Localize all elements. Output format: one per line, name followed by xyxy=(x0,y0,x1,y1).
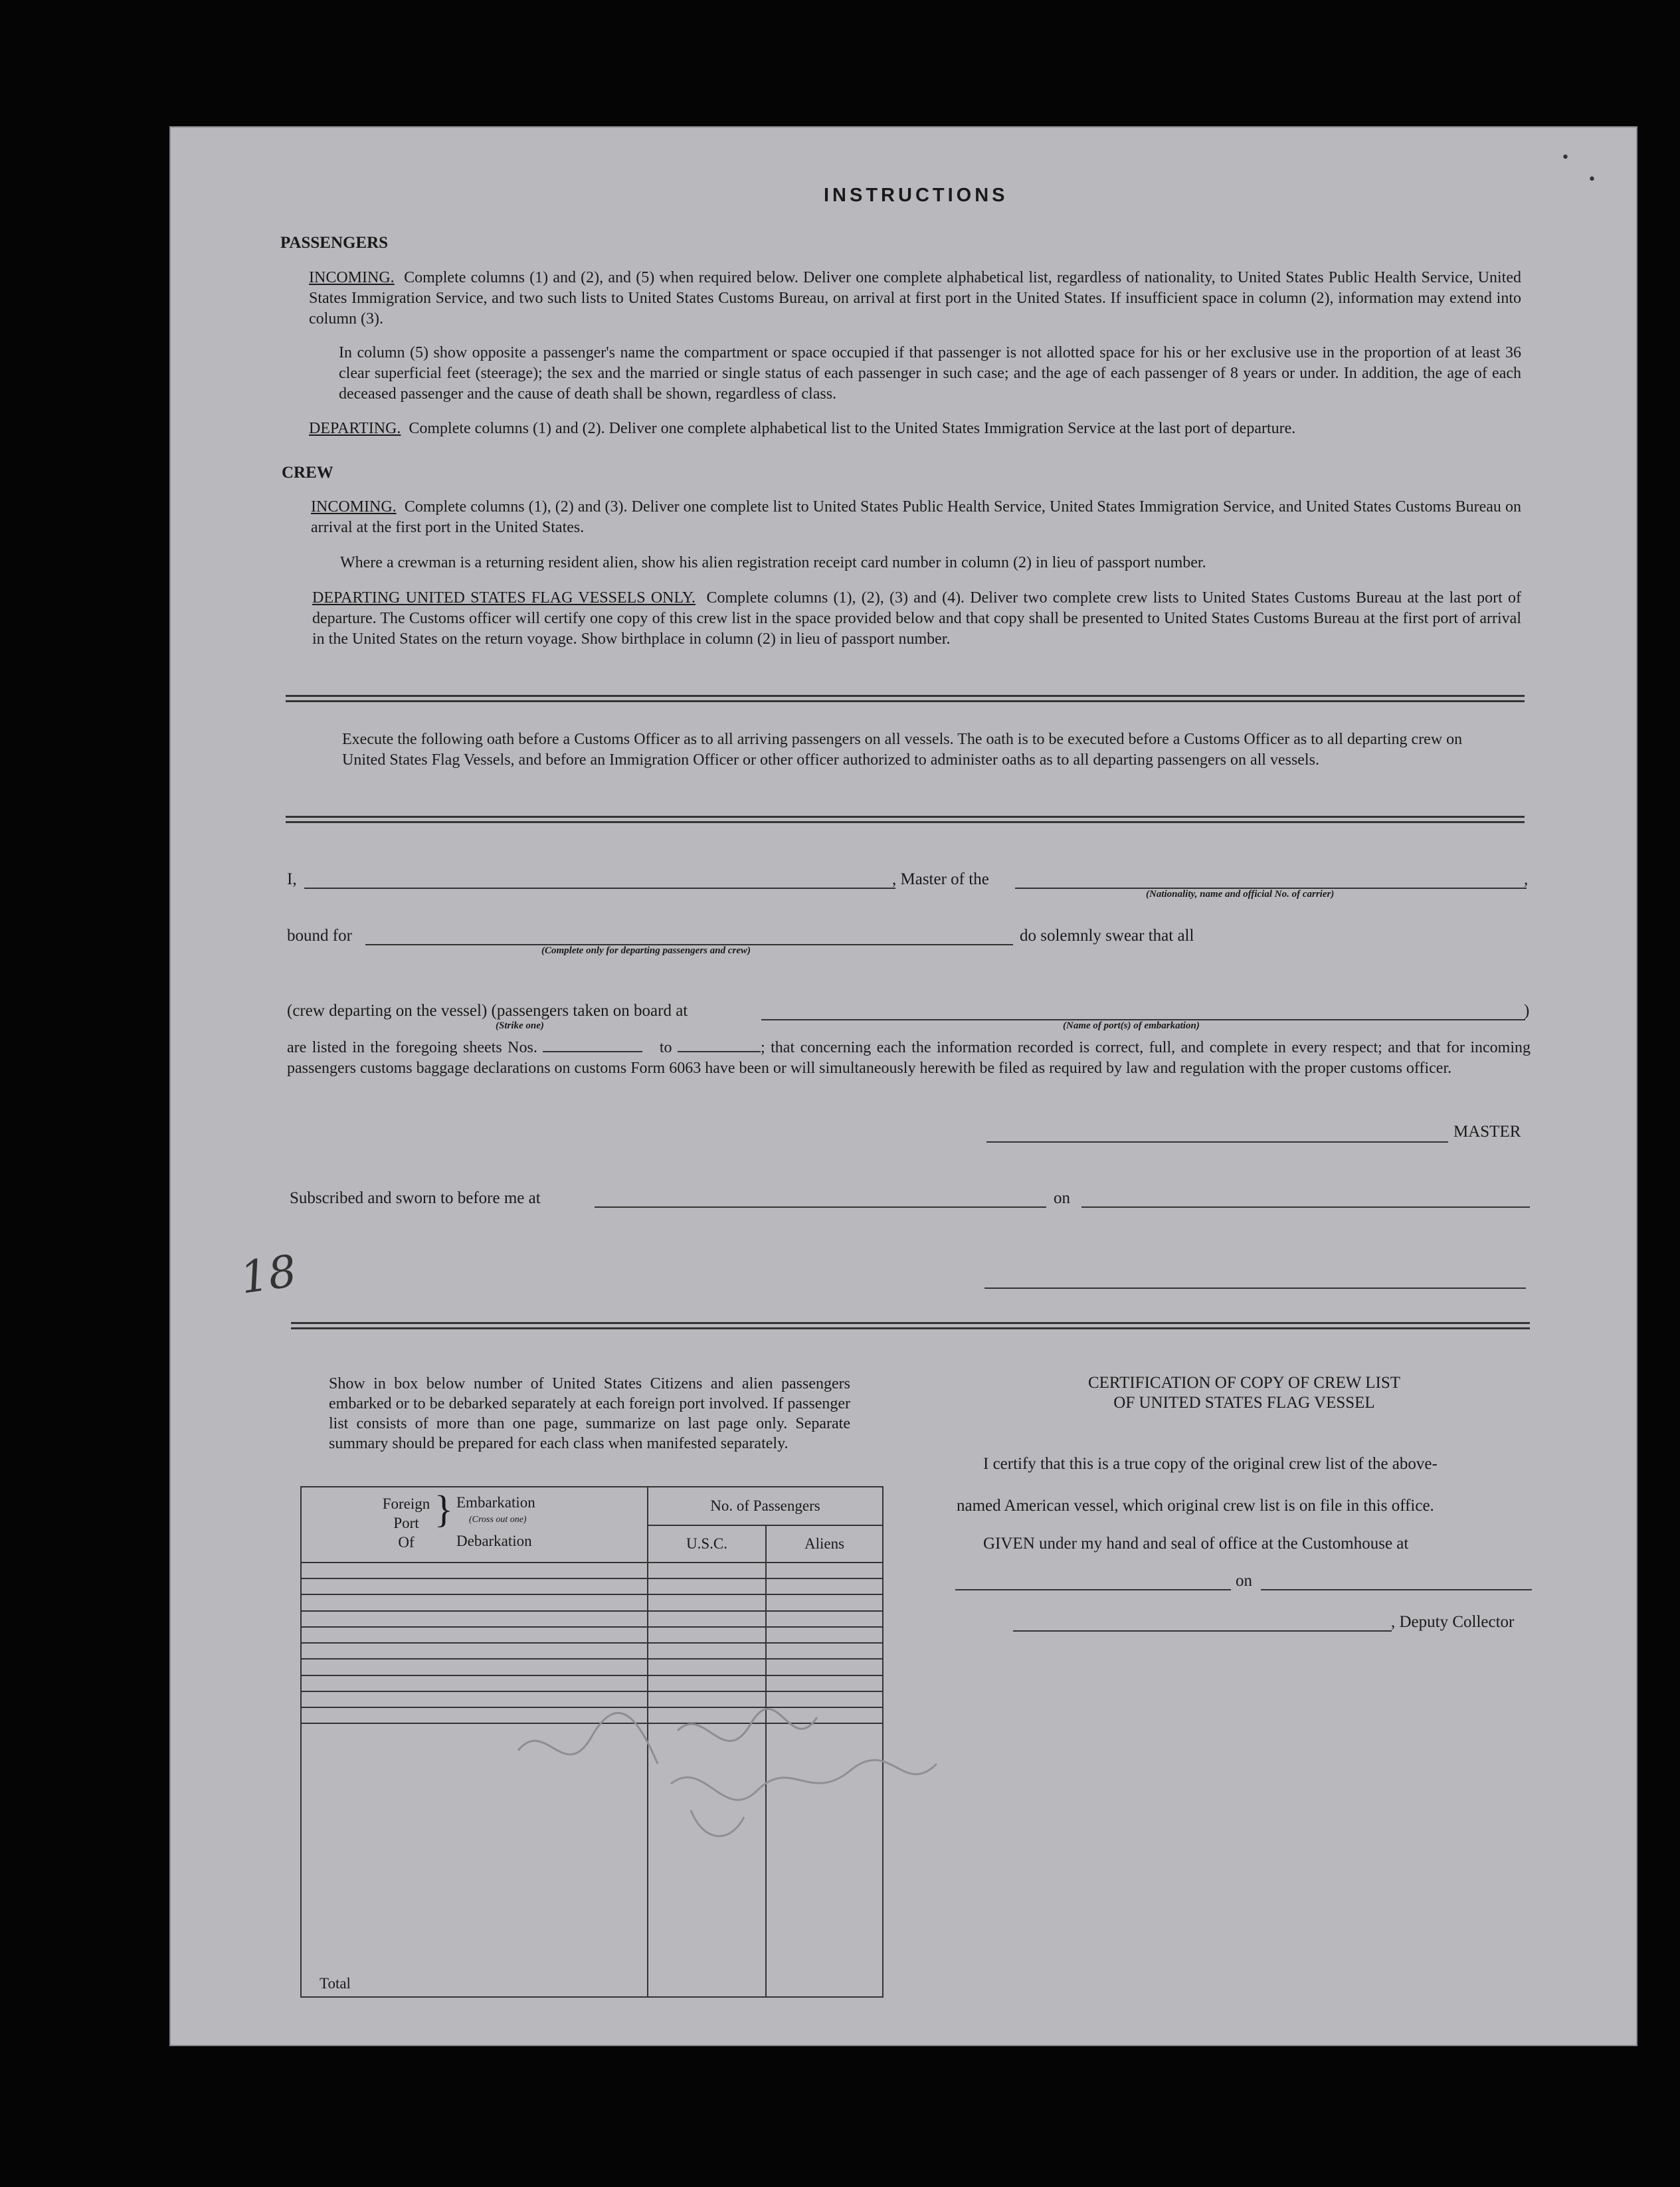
oath-listed-paragraph xyxy=(287,1038,1531,1079)
aliens-cell[interactable] xyxy=(766,1563,883,1578)
usc-cell[interactable] xyxy=(648,1659,766,1675)
subscribed-date-field[interactable] xyxy=(1081,1206,1530,1208)
passengers-incoming-label: INCOMING. xyxy=(309,269,395,286)
aliens-cell[interactable] xyxy=(766,1578,883,1594)
oath-i-label: I, xyxy=(287,870,297,888)
deputy-signature-field[interactable] xyxy=(1013,1630,1392,1632)
port-cell[interactable] xyxy=(301,1627,648,1643)
no-passengers-header: No. of Passengers xyxy=(648,1487,883,1525)
passengers-departing-paragraph xyxy=(309,419,1521,439)
passengers-incoming-paragraph xyxy=(309,268,1521,330)
master-of-the-label: , Master of the xyxy=(892,870,989,888)
corner-mark: • xyxy=(1561,149,1570,166)
usc-cell[interactable] xyxy=(648,1578,766,1594)
aliens-cell[interactable] xyxy=(766,1643,883,1659)
passengers-departing-label: DEPARTING. xyxy=(309,420,401,437)
summary-instruction: Show in box below number of United States Citizens and alien passengers embarked or to be debarked separately at each foreign port involved. If passenger list consists of more than one page, summarize on last page only. Separate summary should be prepared for each class when manifested separately. xyxy=(329,1375,850,1452)
crew-departing-text: Complete columns (1), (2), (3) and (4). Deliver two complete crew lists to United States Customs Bureau at the last port of departure. The Customs officer will certify one copy of this crew list in the space provided below and that copy shall be presented to United States Customs Bureau at the first port of arrival in the United States on the return voyage. Show birthplace in column (2) in lieu of passport number. xyxy=(312,589,1521,648)
certification-title-1: CERTIFICATION OF COPY OF CREW LIST xyxy=(1087,1374,1401,1392)
ports-caption: (Name of port(s) of embarkation) xyxy=(1063,1020,1200,1031)
master-signature-field[interactable] xyxy=(986,1141,1448,1143)
bleed-through-text xyxy=(717,174,734,215)
usc-cell[interactable] xyxy=(648,1627,766,1643)
port-cell[interactable] xyxy=(301,1611,648,1627)
listed-to: to xyxy=(659,1039,672,1056)
aliens-cell[interactable] xyxy=(766,1675,883,1691)
subscribed-place-field[interactable] xyxy=(595,1206,1046,1208)
port-cell[interactable] xyxy=(301,1578,648,1594)
certification-text-1: I certify that this is a true copy of the original crew list of the above- xyxy=(983,1455,1438,1473)
certification-title-2: OF UNITED STATES FLAG VESSEL xyxy=(1113,1394,1375,1412)
aliens-cell[interactable] xyxy=(766,1611,883,1627)
handwritten-margin-number: 18 xyxy=(237,1245,300,1304)
listed-text-a: are listed in the foregoing sheets Nos. xyxy=(287,1039,537,1056)
pencil-scribbles xyxy=(505,1691,983,1863)
crew-heading: CREW xyxy=(282,464,333,482)
brace-glyph: } xyxy=(434,1487,453,1531)
usc-cell[interactable] xyxy=(648,1611,766,1627)
crew-incoming-label: INCOMING. xyxy=(311,498,397,516)
usc-header: U.S.C. xyxy=(648,1525,766,1563)
section-divider xyxy=(286,695,1525,702)
certification-date-field[interactable] xyxy=(1261,1589,1532,1590)
officer-signature-field[interactable] xyxy=(984,1287,1526,1289)
swear-text: do solemnly swear that all xyxy=(1020,927,1194,945)
passengers-departing-text: Complete columns (1) and (2). Deliver one complete alphabetical list to the United States Immigration Service at the last port of departure. xyxy=(409,420,1296,437)
passengers-incoming-text: Complete columns (1) and (2), and (5) when required below. Deliver one complete alphabetical list, regardless of nationality, to United States Public Health Service, United States Immigration Service, and two such lists to United States Customs Bureau, on arrival at first port in the United States. If insufficient space in column (2), information may extend into column (3). xyxy=(309,269,1521,328)
sheet-to-field[interactable] xyxy=(678,1051,761,1052)
crew-passengers-text: (crew departing on the vessel) (passengers taken on board at xyxy=(287,1002,688,1020)
port-cell[interactable] xyxy=(301,1643,648,1659)
instructions-title: INSTRUCTIONS xyxy=(824,185,1008,206)
port-cell[interactable] xyxy=(301,1659,648,1675)
subscribed-on-label: on xyxy=(1054,1189,1070,1207)
corner-mark: • xyxy=(1588,171,1596,188)
port-cell[interactable] xyxy=(301,1675,648,1691)
debarkation-label: Debarkation xyxy=(456,1533,532,1549)
usc-cell[interactable] xyxy=(648,1594,766,1610)
cross-out-caption: (Cross out one) xyxy=(469,1515,527,1525)
master-label: MASTER xyxy=(1453,1123,1521,1141)
embarkation-label: Embarkation xyxy=(456,1494,535,1511)
close-paren: ) xyxy=(1524,1002,1530,1020)
usc-cell[interactable] xyxy=(648,1563,766,1578)
crew-incoming-text: Complete columns (1), (2) and (3). Deliver one complete list to United States Public Health Service, United States Immigration Service, and United States Customs Bureau on arrival at the first port in the United States. xyxy=(311,498,1522,536)
usc-cell[interactable] xyxy=(648,1643,766,1659)
bound-for-label: bound for xyxy=(287,927,352,945)
section-divider xyxy=(291,1322,1530,1329)
certification-text-2: named American vessel, which original crew list is on file in this office. xyxy=(957,1497,1434,1515)
strike-one-caption: (Strike one) xyxy=(496,1020,544,1031)
crew-alien-paragraph: Where a crewman is a returning resident alien, show his alien registration receipt card number in column (2) in lieu of passport number. xyxy=(340,554,1206,571)
passengers-column5-paragraph: In column (5) show opposite a passenger's name the compartment or space occupied if that passenger is not allotted space for his or her exclusive use in the proportion of at least 36 clear superficial feet (steerage); the sex and the married or single status of each passenger in such case; and the age of each passenger of 8 years or under. In addition, the age of each deceased passenger and the cause of death shall be shown, regardless of class. xyxy=(339,344,1521,403)
crew-incoming-paragraph xyxy=(311,497,1521,538)
certification-on-label: on xyxy=(1236,1572,1252,1590)
master-name-field[interactable] xyxy=(304,888,895,889)
deputy-collector-label: , Deputy Collector xyxy=(1391,1613,1515,1631)
bound-for-caption: (Complete only for departing passengers and crew) xyxy=(541,945,751,956)
foreign-port-of-label: Foreign Port Of xyxy=(382,1495,430,1551)
usc-cell[interactable] xyxy=(648,1675,766,1691)
comma: , xyxy=(1524,870,1529,888)
nationality-caption: (Nationality, name and official No. of carrier) xyxy=(1146,889,1335,900)
section-divider xyxy=(286,816,1525,823)
aliens-cell[interactable] xyxy=(766,1627,883,1643)
subscribed-label: Subscribed and sworn to before me at xyxy=(290,1189,541,1207)
listed-text-b: ; that concerning each the information recorded is correct, full, and complete in every respect; and that for incoming passengers customs baggage declarations on customs Form 6063 have been or will simultaneously herewith be filed as required by law and regulation with the proper customs officer. xyxy=(287,1039,1531,1077)
aliens-header: Aliens xyxy=(766,1525,883,1563)
certification-given: GIVEN under my hand and seal of office at the Customhouse at xyxy=(983,1535,1409,1553)
oath-instruction: Execute the following oath before a Customs Officer as to all arriving passengers on all vessels. The oath is to be executed before a Customs Officer as to all departing crew on United States Flag Vessels, and before an Immigration Officer or other officer authorized to administer oaths as to all departing passengers on all vessels. xyxy=(342,731,1463,769)
aliens-cell[interactable] xyxy=(766,1659,883,1675)
total-label: Total xyxy=(301,1723,648,1997)
sheet-from-field[interactable] xyxy=(543,1051,642,1052)
port-cell[interactable] xyxy=(301,1563,648,1578)
customhouse-field[interactable] xyxy=(955,1589,1231,1590)
crew-departing-paragraph xyxy=(312,588,1521,650)
passengers-heading: PASSENGERS xyxy=(280,234,389,252)
port-header-cell xyxy=(301,1487,648,1563)
port-cell[interactable] xyxy=(301,1594,648,1610)
crew-departing-label: DEPARTING UNITED STATES FLAG VESSELS ONLY. xyxy=(312,589,696,607)
aliens-cell[interactable] xyxy=(766,1594,883,1610)
